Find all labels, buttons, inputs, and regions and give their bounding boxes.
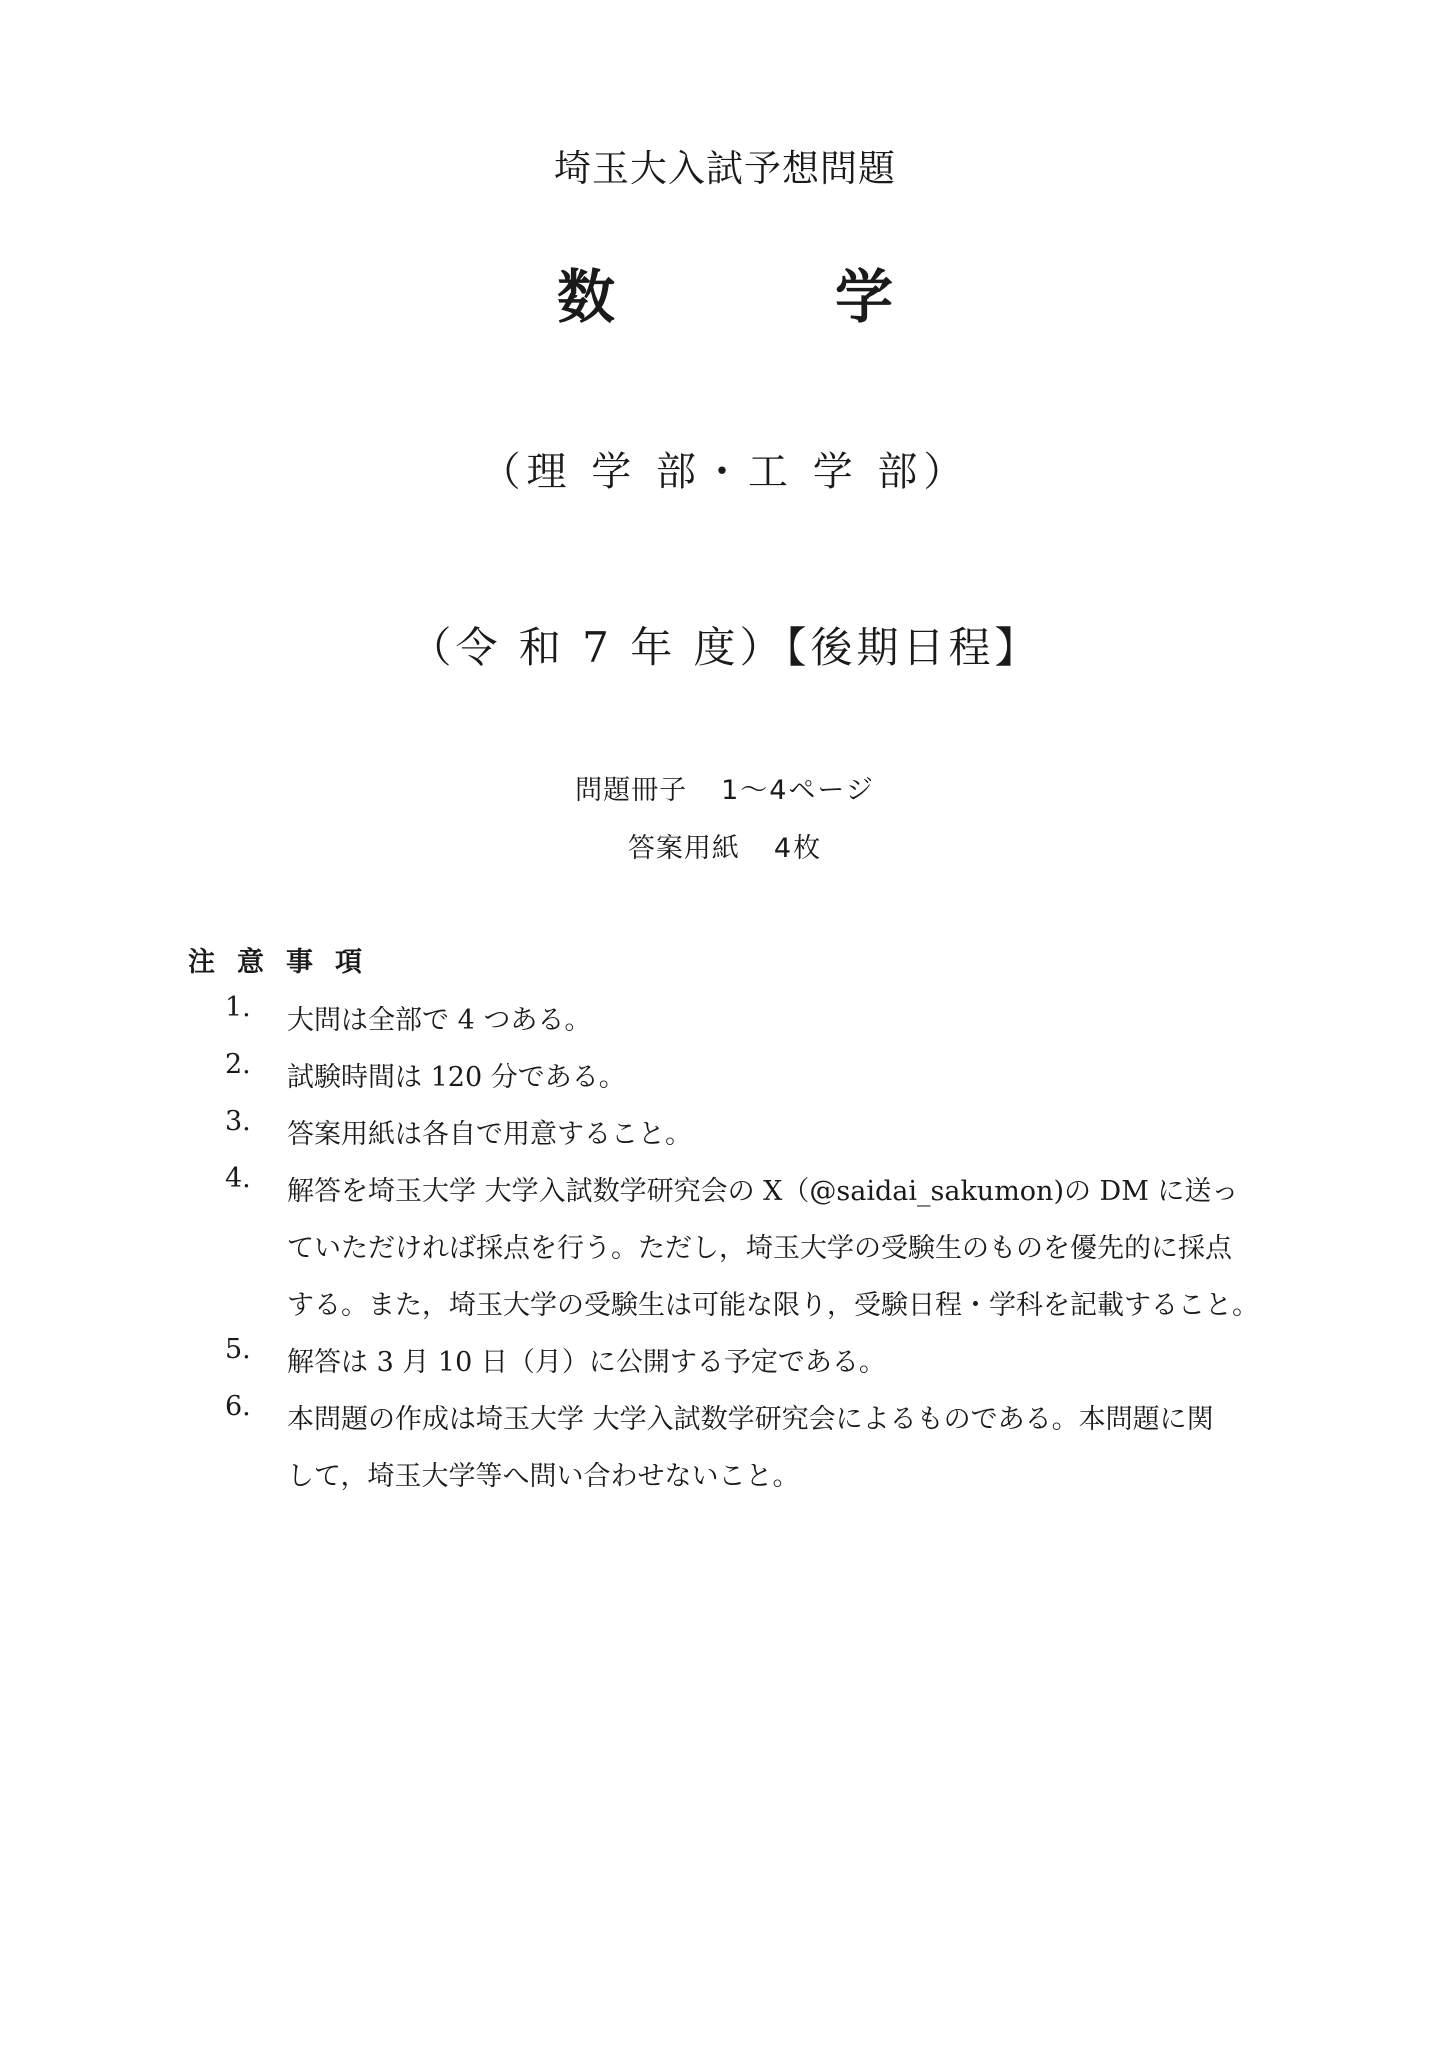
note-text-line: 解答を埼玉大学 大学入試数学研究会の X（@saidai_sakumon)の DM に送っ: [287, 1176, 1239, 1207]
note-text: [287, 992, 1285, 1049]
note-text-line: して，埼玉大学等へ問い合わせないこと。: [287, 1461, 800, 1492]
booklet-info-label: 答案用紙: [627, 833, 740, 864]
subject-char-left: 数: [556, 263, 615, 331]
note-item: [225, 992, 1285, 1049]
note-number: 5.: [225, 1334, 251, 1365]
note-item: [225, 1163, 1285, 1334]
booklet-info-label: 問題冊子: [575, 775, 688, 806]
note-text-line: する。また，埼玉大学の受験生は可能な限り，受験日程・学科を記載すること。: [287, 1290, 1259, 1321]
note-number: 6.: [225, 1391, 251, 1422]
note-item: [225, 1334, 1285, 1391]
note-text: [287, 1391, 1285, 1505]
booklet-info-problems: [0, 768, 1450, 807]
note-item: [225, 1049, 1285, 1106]
note-text: [287, 1163, 1285, 1334]
faculty-line: （理 学 部・工 学 部）: [480, 449, 970, 495]
note-text: [287, 1049, 1285, 1106]
booklet-info-value: 1～4ページ: [721, 775, 875, 806]
subject-title: [0, 250, 1450, 334]
note-text-line: 解答は 3 月 10 日（月）に公開する予定である。: [287, 1347, 886, 1378]
note-text: [287, 1334, 1285, 1391]
booklet-info-answer-sheets: [0, 826, 1450, 865]
notes-list: [225, 992, 1285, 1505]
exam-year-line: （令 和 7 年 度）【後期日程】: [409, 623, 1041, 672]
note-number: 1.: [225, 992, 251, 1023]
note-number: 4.: [225, 1163, 251, 1194]
note-item: [225, 1391, 1285, 1505]
note-text-line: 試験時間は 120 分である。: [287, 1062, 626, 1093]
exam-title: 埼玉大入試予想問題: [554, 147, 896, 190]
subject-char-right: 学: [835, 263, 894, 331]
notes-heading: 注意事項: [188, 947, 384, 978]
note-item: [225, 1106, 1285, 1163]
note-number: 2.: [225, 1049, 251, 1080]
note-text-line: 本問題の作成は埼玉大学 大学入試数学研究会によるものである。本問題に関: [287, 1404, 1214, 1435]
note-text: [287, 1106, 1285, 1163]
note-text-line: 大問は全部で 4 つある。: [287, 1005, 592, 1036]
note-text-line: ていただければ採点を行う。ただし，埼玉大学の受験生のものを優先的に採点: [287, 1233, 1232, 1264]
note-text-line: 答案用紙は各自で用意すること。: [287, 1119, 692, 1150]
note-number: 3.: [225, 1106, 251, 1137]
booklet-info-value: 4枚: [773, 833, 823, 864]
